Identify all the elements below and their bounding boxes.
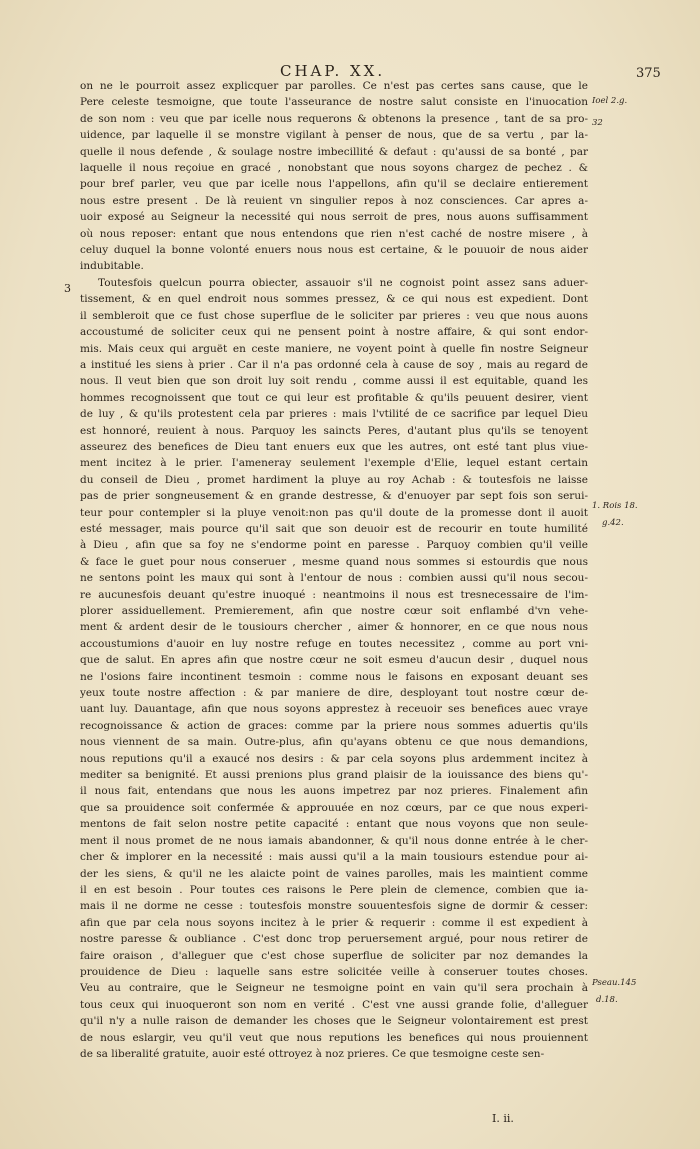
text-line: de son nom : veu que par icelle nous requerons & obtenons la presence , tant de sa pro-	[80, 112, 588, 125]
text-line: afin que par cela nous soyons incitez à le prier & requerir : comme il est expedient à	[80, 916, 588, 929]
text-line: tissement, & en quel endroit nous sommes pressez, & ce qui nous est expedient. Dont	[80, 293, 588, 306]
text-line: ment & ardent desir de le tousiours chercher , aimer & honnorer, en ce que nous nous	[80, 621, 588, 634]
text-line: nous viennent de sa main. Outre-plus, afin qu'ayans obtenu ce que nous demandions,	[80, 736, 588, 749]
text-line: à Dieu , afin que sa foy ne s'endorme point en paresse . Parquoy combien qu'il veille	[80, 539, 588, 552]
text-line: pour bref parler, veu que par icelle nous l'appellons, afin qu'il se declaire entierement	[80, 178, 588, 191]
text-line: nous. Il veut bien que son droit luy soit rendu , comme aussi il est equitable, quand les	[80, 375, 588, 388]
text-line: il sembleroit que ce fust chose superflue de le soliciter par prieres : veu que nous auons	[80, 309, 588, 322]
text-line: ne sentons point les maux qui sont à l'entour de nous : combien aussi qu'il nous secou-	[80, 572, 588, 585]
text-line: tous ceux qui inuoqueront son nom en verité . C'est vne aussi grande folie, d'alleguer	[80, 998, 588, 1011]
text-line: accoustumions d'auoir en luy nostre refuge en toutes necessitez , comme au port vni-	[80, 637, 588, 650]
text-line: cher & implorer en la necessité : mais aussi qu'il a la main tousiours estendue pour ai-	[80, 851, 588, 864]
catchword: I. ii.	[492, 1112, 514, 1125]
text-line: mis. Mais ceux qui arguët en ceste maniere, ne voyent point à quelle fin nostre Seigneur	[80, 342, 588, 355]
text-line: Veu au contraire, que le Seigneur ne tesmoigne point en vain qu'il sera prochain à	[80, 982, 588, 995]
text-line: re aucunesfois deuant qu'estre inuoqué : neantmoins il nous est tresnecessaire de l'im-	[80, 588, 588, 601]
margin-note: g.42.	[602, 518, 624, 528]
text-line: esté messager, mais pource qu'il sait que son deuoir est de recourir en toute humilité	[80, 522, 588, 535]
text-line: nous reputions qu'il a exaucé nos desirs : & par cela soyons plus ardemment incitez à	[80, 752, 588, 765]
text-line: ment incitez à le prier. I'ameneray seulement l'exemple d'Elie, lequel estant certain	[80, 457, 588, 470]
text-line: que de salut. En apres afin que nostre cœur ne soit esmeu d'aucun desir , duquel nous	[80, 654, 588, 667]
text-line: nostre paresse & oubliance . C'est donc trop peruersement argué, pour nous retirer de	[80, 933, 588, 946]
margin-note: 1. Rois 18.	[592, 501, 638, 511]
text-line: qu'il n'y a nulle raison de demander les choses que le Seigneur volontairement est prest	[80, 1015, 588, 1028]
text-line: il en est besoin . Pour toutes ces raisons le Pere plein de clemence, combien que ia-	[80, 883, 588, 896]
text-line: pas de prier songneusement & en grande destresse, & d'enuoyer par sept fois son serui-	[80, 490, 588, 503]
text-line: celuy duquel la bonne volonté enuers nous nous est certaine, & le pouuoir de nous aider	[80, 244, 588, 257]
text-line: de sa liberalité gratuite, auoir esté ottroyez à noz prieres. Ce que tesmoigne ceste sen-	[80, 1047, 545, 1060]
text-line: mentons de fait selon nostre petite capacité : entant que nous voyons que non seule-	[80, 818, 588, 831]
text-line: du conseil de Dieu , promet hardiment la pluye au roy Achab : & toutesfois ne laisse	[80, 473, 588, 486]
paragraph-number: 3	[64, 282, 71, 295]
text-line: on ne le pourroit assez explicquer par parolles. Ce n'est pas certes sans cause, que le	[80, 80, 588, 92]
text-line: yeux toute nostre affection : & par maniere de dire, desployant tout nostre cœur de-	[80, 687, 588, 700]
text-line: mediter sa benignité. Et aussi prenions plus grand plaisir de la iouissance des biens qu'-	[80, 769, 588, 782]
body-text	[80, 78, 588, 1062]
text-line: uidence, par laquelle il se monstre vigilant à penser de nous, que de sa vertu , par la-	[80, 129, 588, 142]
text-line: indubitable.	[80, 260, 144, 273]
margin-note: Ioel 2.g.	[592, 96, 628, 106]
text-line: teur pour contempler si la pluye venoit:non pas qu'il doute de la promesse dont il auoit	[80, 506, 588, 519]
text-line: ment il nous promet de ne nous iamais abandonner, & qu'il nous donne entrée à le cher-	[80, 834, 588, 847]
text-line: est honnoré, reuient à nous. Parquoy les saincts Peres, d'autant plus qu'ils se tenoyent	[80, 424, 588, 437]
text-line: plorer assiduellement. Premierement, afin que nostre cœur soit enflambé d'vn vehe-	[80, 605, 588, 617]
chapter-title: CHAP. XX.	[280, 62, 386, 80]
text-line: nous estre present . De là reuient vn singulier repos à noz consciences. Car apres a-	[80, 194, 588, 207]
text-line: prouidence de Dieu : laquelle sans estre solicitée veille à conseruer toutes choses.	[80, 965, 588, 978]
text-line: & face le guet pour nous conseruer , mesme quand nous sommes si estourdis que nous	[80, 555, 588, 568]
text-line: laquelle il nous reçoiue en gracé , nonobstant que nous soyons chargez de pechez . &	[80, 162, 588, 175]
text-line: hommes recognoissent que tout ce qui leur est profitable & qu'ils peuuent desirer, vient	[80, 391, 588, 404]
text-line: a institué les siens à prier . Car il n'a pas ordonné cela à cause de soy , mais au regard de	[80, 358, 588, 371]
text-line: uant luy. Dauantage, afin que nous soyons apprestez à receuoir ses benefices auec vraye	[80, 703, 588, 716]
margin-note: 32	[592, 118, 603, 128]
page-number: 375	[636, 66, 661, 81]
text-line: Toutesfois quelcun pourra obiecter, assauoir s'il ne cognoist point assez sans aduer-	[98, 276, 588, 289]
text-line: Pere celeste tesmoigne, que toute l'asseurance de nostre salut consiste en l'inuocation	[80, 96, 588, 109]
text-line: recognoissance & action de graces: comme par la priere nous sommes aduertis qu'ils	[80, 719, 588, 732]
text-line: que sa prouidence soit confermée & approuuée en noz cœurs, par ce que nous experi-	[80, 801, 588, 814]
text-line: ne l'osions faire incontinent tesmoin : comme nous le faisons en exposant deuant ses	[80, 670, 588, 683]
text-line: faire oraison , d'alleguer que c'est chose superflue de soliciter par noz demandes la	[80, 949, 588, 962]
text-line: de luy , & qu'ils protestent cela par prieres : mais l'vtilité de ce sacrifice par lequel Dieu	[80, 408, 588, 421]
text-line: uoir exposé au Seigneur la necessité qui nous serroit de pres, nous auons suffisamment	[80, 211, 588, 224]
text-line: de nous eslargir, veu qu'il veut que nous reputions les benefices qui nous prouiennent	[80, 1031, 588, 1044]
text-line: où nous reposer: entant que nous entendons que rien n'est caché de nostre misere , à	[80, 227, 588, 240]
text-line: accoustumé de soliciter ceux qui ne pensent point à nostre affaire, & qui sont endor-	[80, 326, 588, 339]
text-line: il nous fait, entendans que nous les auons impetrez par noz prieres. Finalement afin	[80, 785, 588, 798]
margin-note: d.18.	[596, 995, 618, 1005]
text-line: mais il ne dorme ne cesse : toutesfois monstre souuentesfois signe de dormir & cesser:	[80, 900, 588, 913]
text-line: der les siens, & qu'il ne les alaicte point de vaines parolles, mais les maintient comme	[80, 867, 588, 880]
margin-note: Pseau.145	[592, 978, 637, 988]
text-line: asseurez des benefices de Dieu tant enuers eux que les autres, ont esté tant plus viue-	[80, 440, 588, 453]
text-line: quelle il nous defende , & soulage nostre imbecillité & defaut : qu'aussi de sa bonté , par	[80, 145, 588, 158]
